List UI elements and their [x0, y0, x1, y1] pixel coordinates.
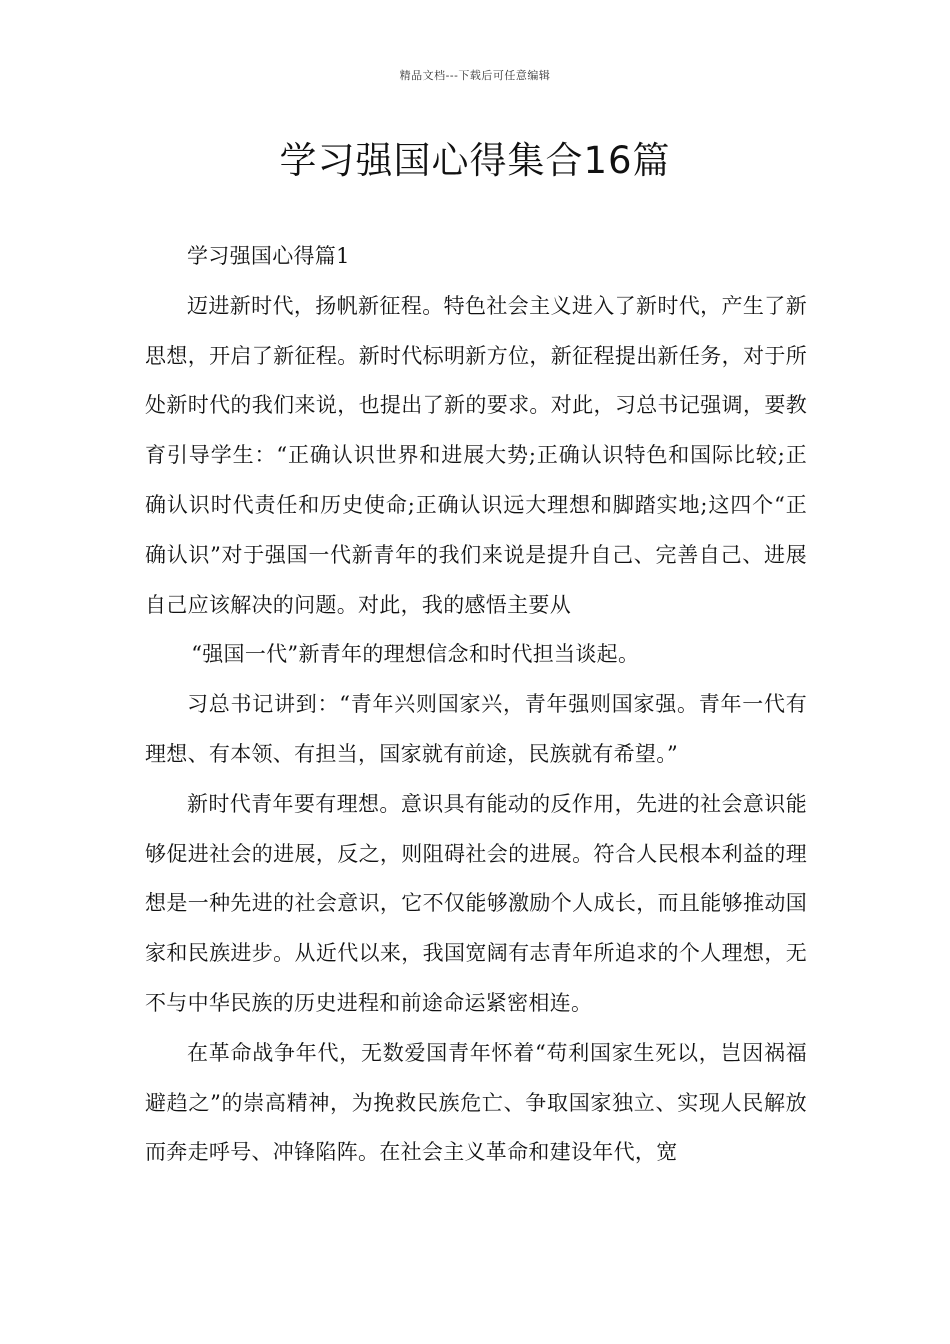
body-paragraph-2: “强国一代”新青年的理想信念和时代担当谈起。 [191, 642, 640, 667]
body-paragraph-5: 在革命战争年代，无数爱国青年怀着“苟利国家生死以，岂因祸福避趋之”的崇高精神，为挽救民族危亡、争取国家独立、实现人民解放而奔走呼号、冲锋陷阵。在社会主义革命和建设年代，宽 [145, 1040, 807, 1165]
header-note: 精品文档---下载后可任意编辑 [399, 69, 551, 82]
body-paragraph-4: 新时代青年要有理想。意识具有能动的反作用，先进的社会意识能够促进社会的进展，反之，则阻碍社会的进展。符合人民根本利益的理想是一种先进的社会意识，它不仅能够激励个人成长，而且能够推动国家和民族进步。从近代以来，我国宽阔有志青年所追求的个人理想，无不与中华民族的历史进程和前途命运紧密相连。 [145, 791, 807, 1015]
body-paragraph-1: 迈进新时代，扬帆新征程。特色社会主义进入了新时代，产生了新思想，开启了新征程。新时代标明新方位，新征程提出新任务，对于所处新时代的我们来说，也提出了新的要求。对此，习总书记强调，要教育引导学生：“正确认识世界和进展大势;正确认识特色和国际比较;正确认识时代责任和历史使命;正确认识远大理想和脚踏实地;这四个“正确认识”对于强国一代新青年的我们来说是提升自己、完善自己、进展自己应该解决的问题。对此，我的感悟主要从 [145, 293, 807, 617]
document-body [145, 232, 807, 1178]
document-title: 学习强国心得集合16篇 [279, 139, 671, 182]
section-heading: 学习强国心得篇1 [187, 244, 350, 268]
body-paragraph-3: 习总书记讲到：“青年兴则国家兴，青年强则国家强。青年一代有理想、有本领、有担当，国家就有前途，民族就有希望。” [145, 692, 807, 766]
